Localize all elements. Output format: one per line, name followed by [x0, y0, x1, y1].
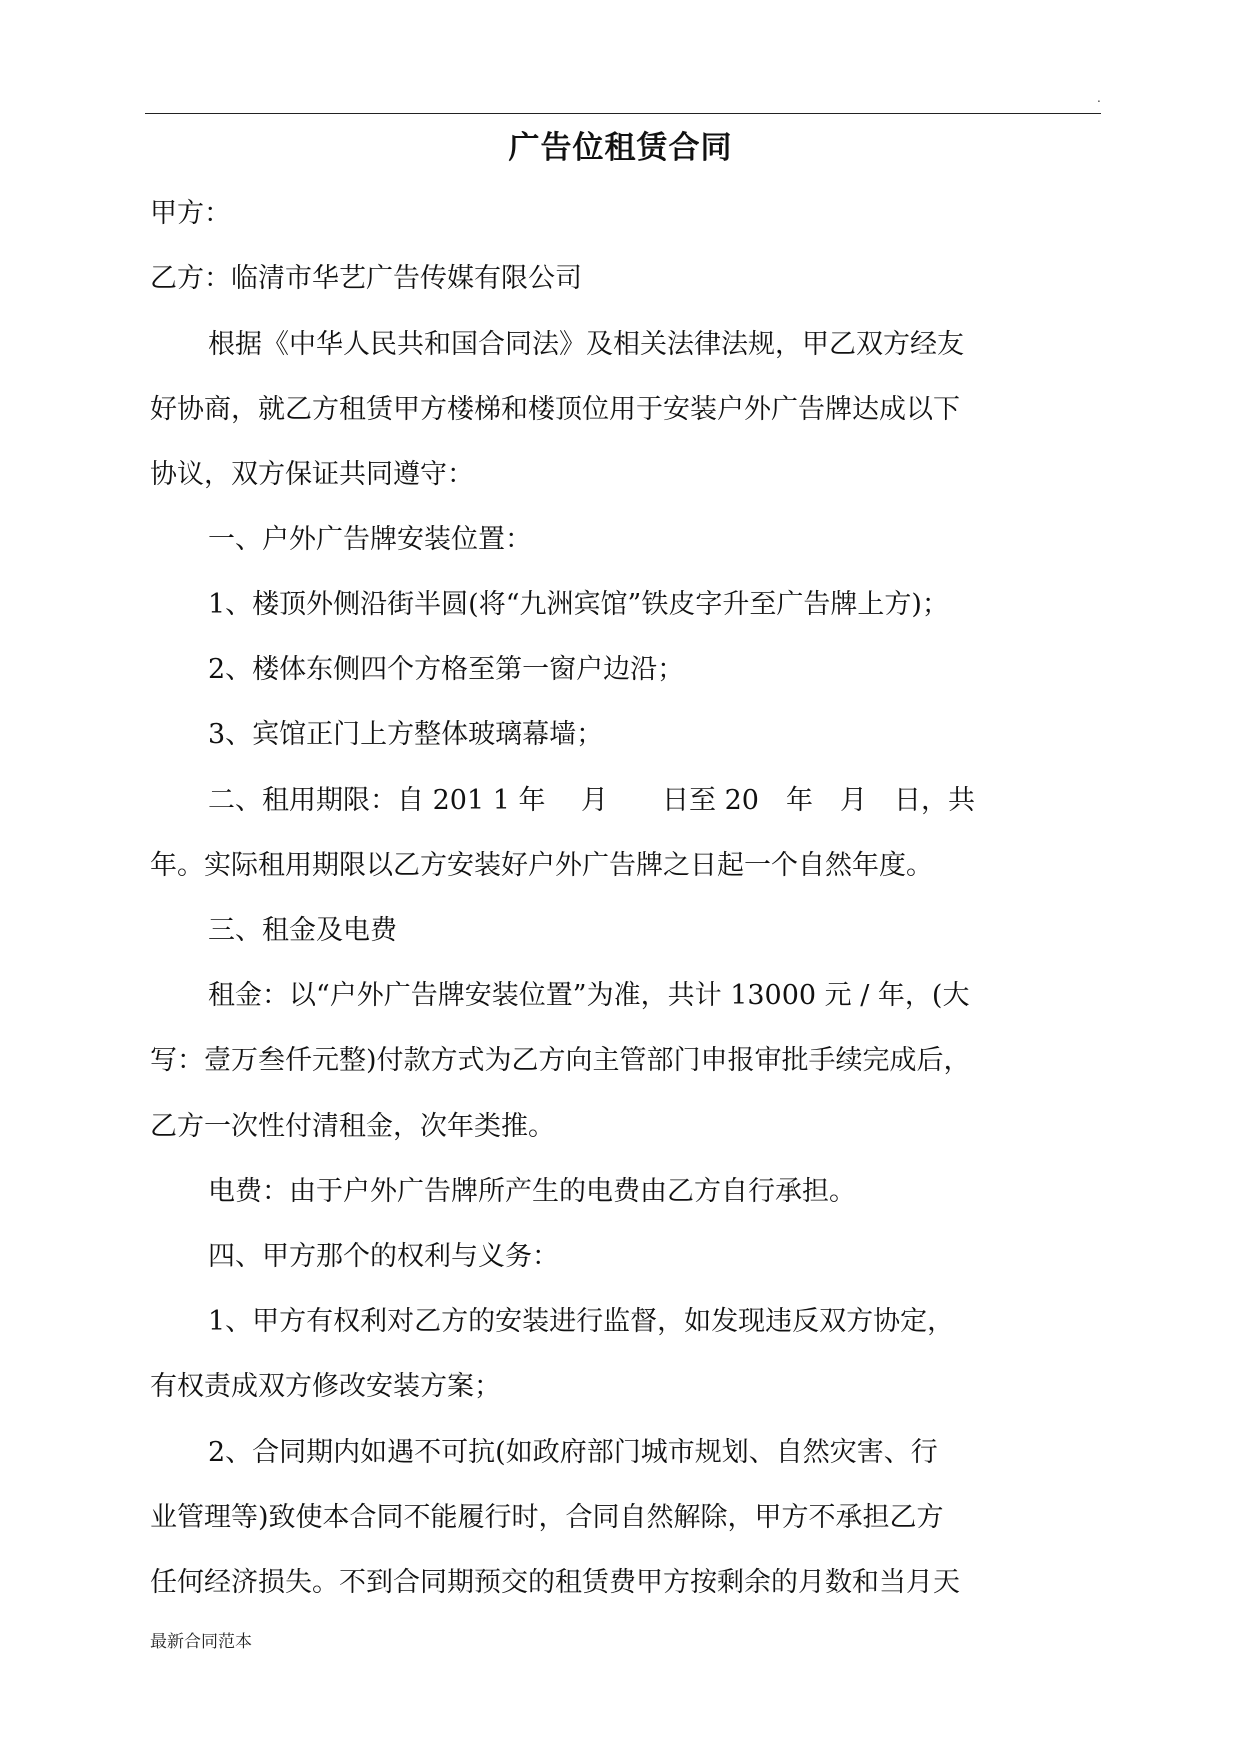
paragraph-line: 根据《中华人民共和国合同法》及相关法律法规，甲乙双方经友: [208, 329, 964, 360]
paragraph-line: 年。实际租用期限以乙方安装好户外广告牌之日起一个自然年度。: [150, 850, 933, 881]
paragraph-line: 有权责成双方修改安装方案；: [150, 1371, 501, 1402]
paragraph-line: 乙方一次性付清租金，次年类推。: [150, 1111, 555, 1142]
paragraph-line: 任何经济损失。不到合同期预交的租赁费甲方按剩余的月数和当月天: [150, 1567, 960, 1598]
party-a-line: 甲方：: [150, 198, 231, 229]
paragraph-line: 写：壹万叁仟元整)付款方式为乙方向主管部门申报审批手续完成后，: [150, 1045, 971, 1076]
header-mark: .: [1097, 91, 1101, 105]
section-heading: 三、租金及电费: [208, 915, 397, 946]
list-item: 1、楼顶外侧沿街半圆(将“九洲宾馆”铁皮字升至广告牌上方)；: [208, 589, 949, 620]
party-b-line: 乙方：临清市华艺广告传媒有限公司: [150, 263, 582, 294]
section-heading: 二、租用期限：自 201 1 年 月 日至 20 年 月 日，共: [208, 785, 975, 816]
header-rule: [145, 113, 1101, 114]
footer-text: 最新合同范本: [150, 1632, 252, 1652]
paragraph-line: 好协商，就乙方租赁甲方楼梯和楼顶位用于安装户外广告牌达成以下: [150, 394, 960, 425]
list-item: 2、合同期内如遇不可抗(如政府部门城市规划、自然灾害、行: [208, 1437, 938, 1468]
paragraph-line: 业管理等)致使本合同不能履行时，合同自然解除，甲方不承担乙方: [150, 1502, 944, 1533]
paragraph-line: 租金：以“户外广告牌安装位置”为准，共计 13000 元 / 年，(大: [208, 980, 970, 1011]
list-item: 2、楼体东侧四个方格至第一窗户边沿；: [208, 654, 685, 685]
section-heading: 一、户外广告牌安装位置：: [208, 524, 532, 555]
paragraph-line: 协议，双方保证共同遵守：: [150, 459, 474, 490]
section-heading: 四、甲方那个的权利与义务：: [208, 1241, 559, 1272]
list-item: 3、宾馆正门上方整体玻璃幕墙；: [208, 719, 604, 750]
paragraph-line: 电费：由于户外广告牌所产生的电费由乙方自行承担。: [208, 1176, 856, 1207]
list-item: 1、甲方有权利对乙方的安装进行监督，如发现违反双方协定，: [208, 1306, 955, 1337]
document-title: 广告位租赁合同: [508, 130, 733, 166]
